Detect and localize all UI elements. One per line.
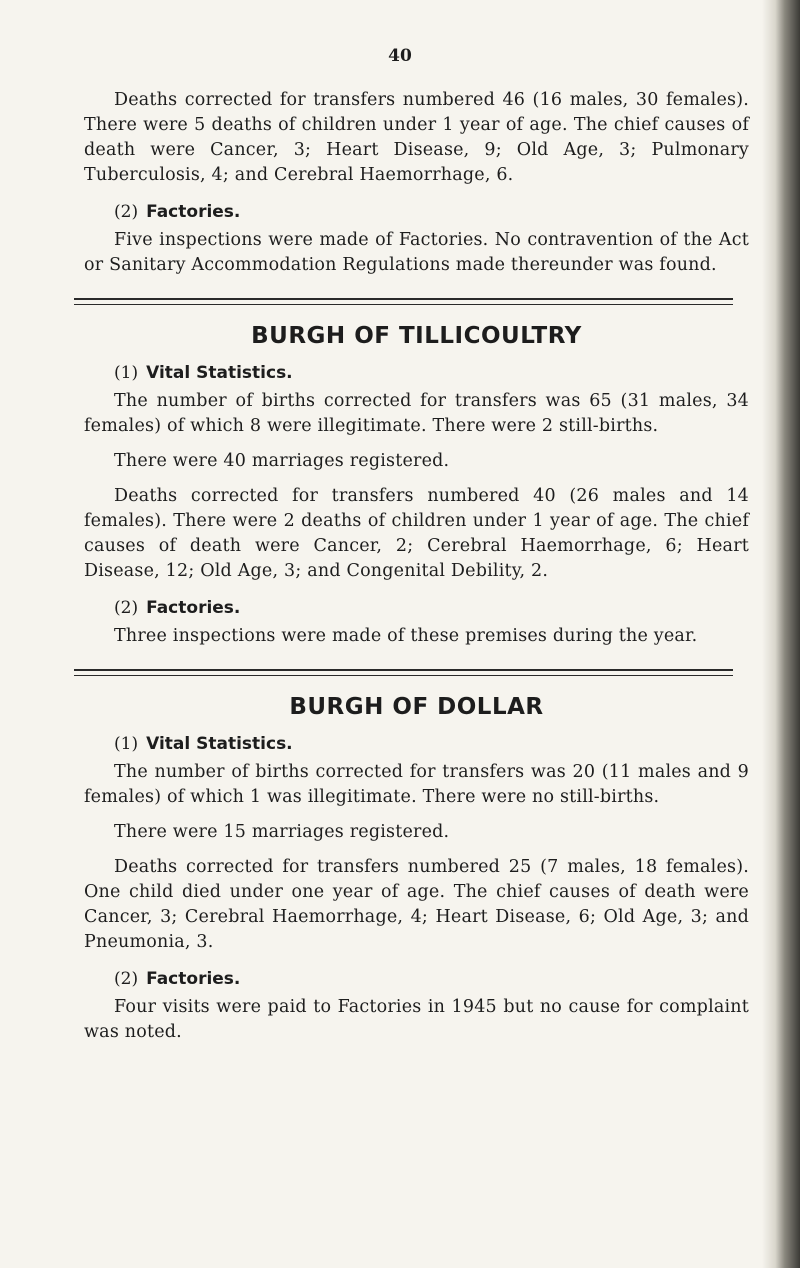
dollar-factories-heading-text: Factories.	[146, 969, 241, 989]
dollar-vital-heading-text: Vital Statistics.	[146, 734, 293, 754]
dollar-vital-number: (1)	[114, 734, 139, 754]
tillicoultry-deaths-paragraph: Deaths corrected for transfers numbered 40 (26 males and 14 females). There were 2 deaths of children under 1 year of age. The chief causes of death were Cancer, 2; Cerebral Haemorrhage, 6; Heart Disease, 12; Old Age, 3; and Congenital Debility, 2.	[84, 486, 749, 581]
tillicoultry-vital-number: (1)	[114, 363, 139, 383]
section-divider	[74, 298, 733, 305]
tillicoultry-births-paragraph: The number of births corrected for transfers was 65 (31 males, 34 females) of which 8 were illegitimate. There were 2 still-births.	[84, 391, 749, 436]
dollar-factories-paragraph: Four visits were paid to Factories in 1945 but no cause for complaint was noted.	[84, 997, 749, 1042]
tillicoultry-vital-heading	[114, 363, 749, 383]
tillicoultry-title: BURGH OF TILLICOULTRY	[251, 323, 582, 349]
intro-factories-paragraph: Five inspections were made of Factories. No contravention of the Act or Sanitary Accommodation Regulations made thereunder was found.	[84, 230, 749, 275]
section-divider	[74, 669, 733, 676]
intro-factories-number: (2)	[114, 202, 139, 222]
intro-factories-heading-text: Factories.	[146, 202, 241, 222]
tillicoultry-vital-heading-text: Vital Statistics.	[146, 363, 293, 383]
dollar-title: BURGH OF DOLLAR	[289, 694, 544, 720]
tillicoultry-factories-heading-text: Factories.	[146, 598, 241, 618]
document-body	[84, 88, 749, 1055]
dollar-factories-number: (2)	[114, 969, 139, 989]
page-number: 40	[388, 46, 412, 66]
tillicoultry-marriages-paragraph: There were 40 marriages registered.	[114, 451, 450, 471]
dollar-vital-heading	[114, 734, 749, 754]
tillicoultry-factories-heading	[114, 598, 749, 618]
dollar-marriages-paragraph: There were 15 marriages registered.	[114, 822, 450, 842]
page-binding-edge	[762, 0, 800, 1268]
dollar-births-paragraph: The number of births corrected for transfers was 20 (11 males and 9 females) of which 1 was illegitimate. There were no still-births.	[84, 762, 749, 807]
tillicoultry-factories-number: (2)	[114, 598, 139, 618]
dollar-factories-heading	[114, 969, 749, 989]
intro-deaths-paragraph: Deaths corrected for transfers numbered 46 (16 males, 30 females). There were 5 deaths of children under 1 year of age. The chief causes of death were Cancer, 3; Heart Disease, 9; Old Age, 3; Pulmonary Tuberculosis, 4; and Cerebral Haemorrhage, 6.	[84, 90, 749, 185]
intro-factories-heading	[114, 202, 749, 222]
tillicoultry-factories-paragraph: Three inspections were made of these premises during the year.	[114, 626, 698, 646]
dollar-deaths-paragraph: Deaths corrected for transfers numbered 25 (7 males, 18 females). One child died under one year of age. The chief causes of death were Cancer, 3; Cerebral Haemorrhage, 4; Heart Disease, 6; Old Age, 3; and Pneumonia, 3.	[84, 857, 749, 952]
